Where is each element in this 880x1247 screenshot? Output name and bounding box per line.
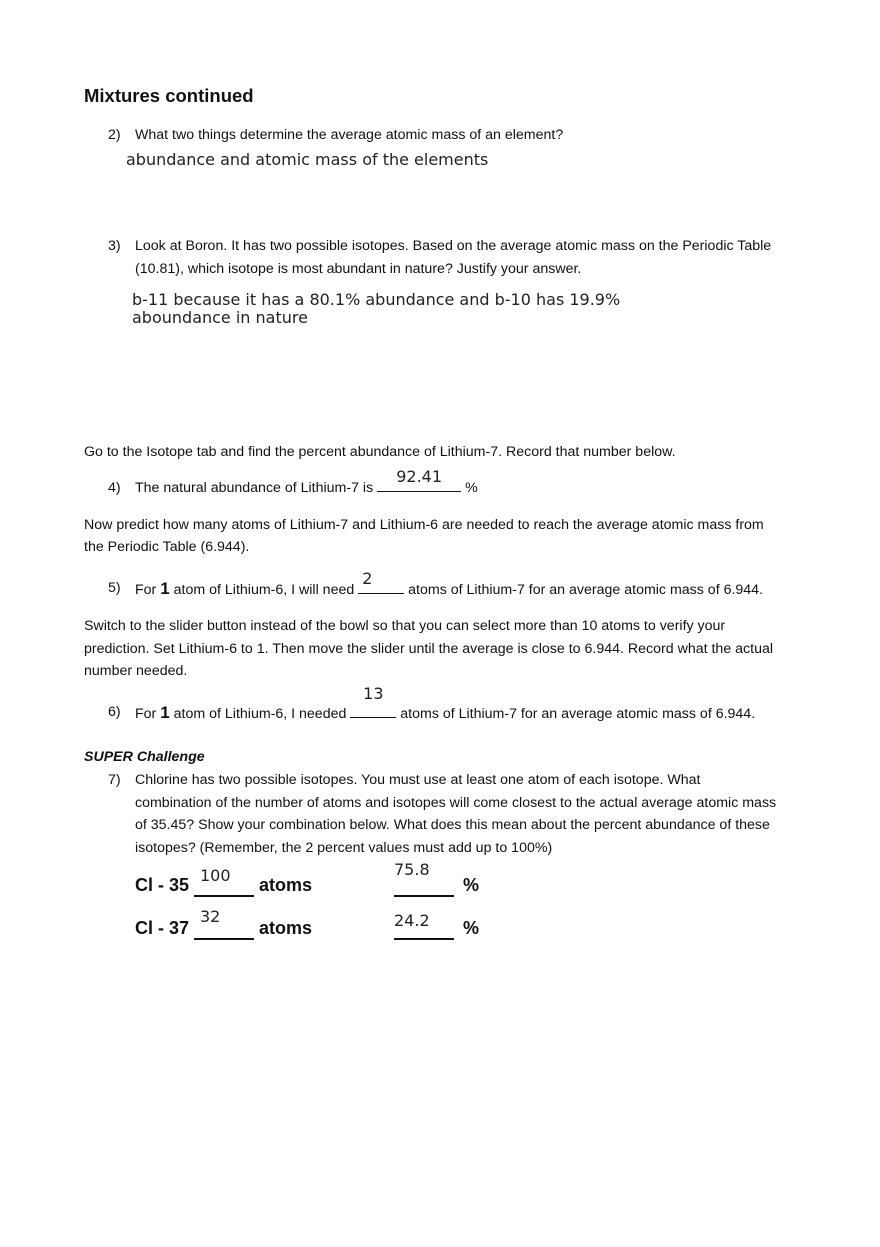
question-7-line-1: Chlorine has two possible isotopes. You must use at least one atom of each isotope. What bbox=[135, 772, 701, 788]
cl37-percent-sign: % bbox=[463, 918, 480, 938]
question-2-answer: abundance and atomic mass of the elements bbox=[126, 150, 489, 169]
cl35-percent-sign: % bbox=[463, 875, 480, 895]
question-5-number: 5) bbox=[108, 580, 121, 596]
question-4-number: 4) bbox=[108, 480, 121, 496]
cl37-label: Cl - 37 bbox=[135, 918, 190, 938]
question-2-text: What two things determine the average atomic mass of an element? bbox=[135, 127, 564, 143]
question-5-line bbox=[135, 569, 764, 602]
question-6-post: atoms of Lithium-7 for an average atomic mass of 6.944. bbox=[400, 706, 756, 722]
question-7-line-3: of 35.45? Show your combination below. What does this mean about the percent abundance of these bbox=[135, 817, 770, 833]
question-3-line-2: (10.81), which isotope is most abundant in nature? Justify your answer. bbox=[135, 261, 582, 277]
question-3-answer-line-1: b-11 because it has a 80.1% abundance and b-10 has 19.9% bbox=[132, 290, 621, 309]
question-7-line-2: combination of the number of atoms and isotopes will come closest to the actual average atomic mass bbox=[135, 795, 777, 811]
super-challenge-heading: SUPER Challenge bbox=[84, 749, 205, 765]
question-4-text: The natural abundance of Lithium-7 is bbox=[135, 480, 374, 496]
question-2-number: 2) bbox=[108, 127, 121, 143]
question-6-number: 6) bbox=[108, 704, 121, 720]
cl37-atoms-word: atoms bbox=[259, 918, 313, 938]
question-5-answer: 2 bbox=[362, 569, 373, 588]
cl37-percent-value: 24.2 bbox=[394, 911, 430, 930]
predict-instruction-line-1: Now predict how many atoms of Lithium-7 and Lithium-6 are needed to reach the average atomic mass from bbox=[84, 517, 764, 533]
question-6-answer: 13 bbox=[363, 684, 384, 703]
question-5-post: atoms of Lithium-7 for an average atomic mass of 6.944. bbox=[408, 582, 764, 598]
cl35-atoms-value: 100 bbox=[200, 866, 231, 885]
question-3-answer-line-2: aboundance in nature bbox=[132, 308, 308, 327]
question-6-answer-blank bbox=[350, 684, 396, 718]
question-5-answer-blank bbox=[358, 569, 404, 594]
question-3-line-1: Look at Boron. It has two possible isotopes. Based on the average atomic mass on the Periodic Table bbox=[135, 238, 772, 254]
question-4-line bbox=[135, 467, 478, 500]
question-5-mid: atom of Lithium-6, I will need bbox=[173, 582, 355, 598]
cl37-atoms-value: 32 bbox=[200, 907, 221, 926]
slider-instruction-line-3: number needed. bbox=[84, 663, 188, 679]
question-6-mid: atom of Lithium-6, I needed bbox=[173, 706, 347, 722]
question-4-suffix: % bbox=[465, 480, 478, 496]
question-5-one: 1 bbox=[160, 579, 170, 598]
cl35-label: Cl - 35 bbox=[135, 875, 190, 895]
question-7-number: 7) bbox=[108, 772, 121, 788]
question-6-line bbox=[135, 684, 756, 726]
cl35-percent-blank bbox=[394, 877, 454, 902]
question-6-pre: For bbox=[135, 706, 157, 722]
predict-instruction-line-2: the Periodic Table (6.944). bbox=[84, 539, 250, 555]
question-4-answer: 92.41 bbox=[396, 467, 443, 486]
question-3-number: 3) bbox=[108, 238, 121, 254]
cl35-percent-value: 75.8 bbox=[394, 860, 430, 879]
question-4-answer-blank bbox=[377, 467, 461, 492]
slider-instruction-line-2: prediction. Set Lithium-6 to 1. Then move the slider until the average is close to 6.944. Record what the actual bbox=[84, 641, 774, 657]
slider-instruction-line-1: Switch to the slider button instead of the bowl so that you can select more than 10 atoms to verify your bbox=[84, 618, 726, 634]
cl35-atoms-word: atoms bbox=[259, 875, 313, 895]
question-6-one: 1 bbox=[160, 703, 170, 722]
isotope-tab-instruction: Go to the Isotope tab and find the percent abundance of Lithium-7. Record that number below. bbox=[84, 444, 676, 460]
question-7-line-4: isotopes? (Remember, the 2 percent values must add up to 100%) bbox=[135, 840, 553, 856]
cl37-percent-blank bbox=[394, 920, 454, 945]
question-5-pre: For bbox=[135, 582, 157, 598]
page-title: Mixtures continued bbox=[84, 85, 254, 106]
